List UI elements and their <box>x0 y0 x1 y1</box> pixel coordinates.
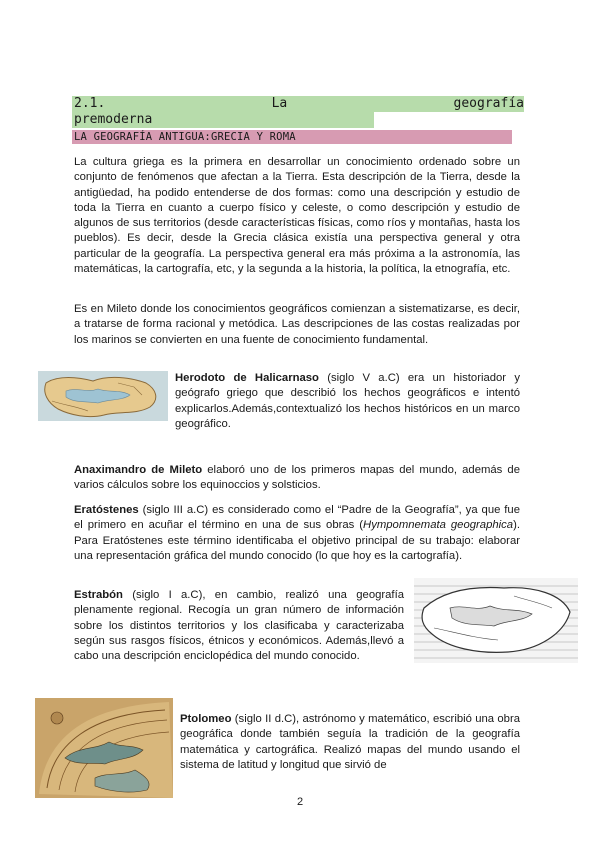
intro-paragraph: La cultura griega es la primera en desarrollar un conocimiento ordenado sobre un conjunto de fenómenos que afectan a la Tierra. Esta descripción de la Tierra, desde la antigüedad, ha podido entenderse de dos formas: como una descripción y estudio de toda la Tierra en cuanto a cuerpo físico y celeste, o como descripción y estudio de algunos de sus territorios (desde características físicas, como ríos y montañas, hasta los pueblos). Es decir, desde la Grecia clásica existía una perspectiva general y otra particular de la geografía. La perspectiva general era más próxima a la astronomía, las matemáticas, la cartografía, etc, y la segunda a la historia, la política, la etnografía, etc. <box>74 156 520 276</box>
page-number: 2 <box>296 796 304 808</box>
strabo-text: (siglo I a.C), en cambio, realizó una geografía plenamente regional. Recogía un gran número de información sobre los distintos territorios y los clasificaba y caracterizaba según sus rasgos físicos, étnicos y económicos. Además,llevó a cabo una descripción enciclopédica del mundo conocido. <box>74 589 404 663</box>
anaximander-text: elaboró uno de los primeros mapas del mundo, además de varios cálculos sobre los equinoccios y solsticios. <box>74 464 520 492</box>
eratosthenes-text-b: ). Para Eratóstenes este término identificaba el objetivo principal de su trabajo: elaborar una representación gráfica del mundo conocido (lo que hoy es la cartografía). <box>74 519 520 562</box>
ptolemy-paragraph <box>180 712 520 773</box>
herodotus-text: (siglo V a.C) era un historiador y geógrafo griego que describió los hechos geográficos e intentó explicarlos.Además,contextualizó los hechos históricos en un marco geográfico. <box>175 372 520 430</box>
herodotus-map-image <box>38 371 168 421</box>
heading-word-geografia: geografía <box>453 96 524 111</box>
eratosthenes-name: Eratóstenes <box>74 504 139 516</box>
eratosthenes-text-a: (siglo III a.C) es considerado como el “Padre de la Geografía”, ya que fue el primero en acuñar el término en una de sus obras ( <box>74 504 520 532</box>
ptolemy-name: Ptolomeo <box>180 713 232 725</box>
eratosthenes-paragraph <box>74 503 520 564</box>
mileto-paragraph: Es en Mileto donde los conocimientos geográficos comienzan a sistematizarse, es decir, a tratarse de forma racional y metódica. Las descripciones de las costas realizadas por los marinos se convierten en una fuente de conocimiento fundamental. <box>74 303 520 346</box>
section-heading <box>74 96 524 112</box>
ptolemy-map-image <box>35 698 173 798</box>
herodotus-name: Herodoto de Halicarnaso <box>175 372 319 384</box>
eratosthenes-work-title: Hympomnemata geographica <box>363 519 514 532</box>
strabo-map-image <box>414 578 578 663</box>
section-subtitle: LA GEOGRAFÍA ANTIGUA:GRECIA Y ROMA <box>74 131 296 143</box>
ptolemy-text: (siglo II d.C), astrónomo y matemático, escribió una obra geográfica donde también seguía la tradición de la geografía matemática y cartográfica. Realizó mapas del mundo usando el sistema de latitud y longitud que sirvió de <box>180 713 520 771</box>
anaximander-paragraph <box>74 463 520 494</box>
strabo-paragraph <box>74 588 404 664</box>
heading-word-premoderna: premoderna <box>74 112 153 127</box>
strabo-name: Estrabón <box>74 589 123 601</box>
heading-number: 2.1. <box>74 96 106 111</box>
herodotus-paragraph <box>175 371 520 432</box>
heading-word-la: La <box>271 96 288 111</box>
anaximander-name: Anaximandro de Mileto <box>74 464 203 476</box>
